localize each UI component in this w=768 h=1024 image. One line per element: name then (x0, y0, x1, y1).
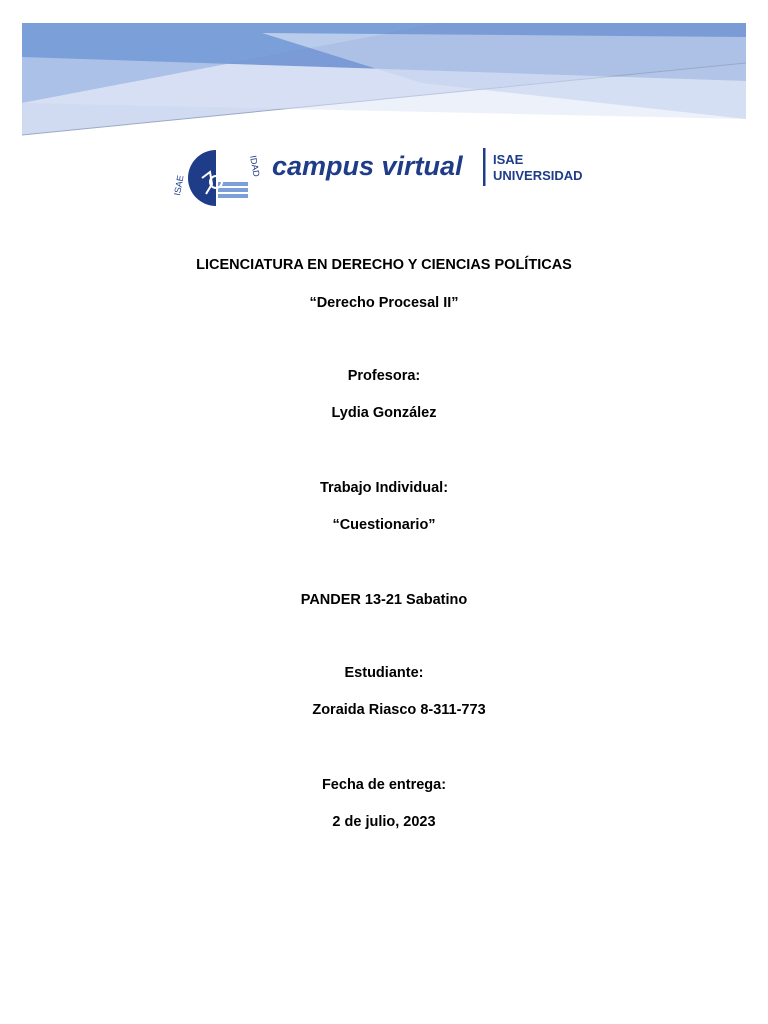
group-name: PANDER 13-21 Sabatino (300, 592, 468, 608)
header-banner (22, 23, 746, 140)
campus-virtual-logo (166, 144, 596, 210)
course-title: “Derecho Procesal II” (309, 295, 459, 311)
due-date: 2 de julio, 2023 (332, 814, 436, 830)
assignment-title: “Cuestionario” (332, 517, 436, 533)
isae-seal-icon (172, 150, 262, 206)
program-title: LICENCIATURA EN DERECHO Y CIENCIAS POLÍTICAS (196, 257, 572, 273)
professor-label: Profesora: (347, 368, 421, 384)
student-label: Estudiante: (344, 665, 424, 681)
campus-virtual-wordmark: campus virtual (272, 151, 463, 181)
professor-name: Lydia González (331, 405, 437, 421)
student-name: Zoraida Riasco 8-311-773 (312, 702, 486, 718)
org-name-line1: ISAE (493, 152, 524, 167)
svg-text:ISAE: ISAE (172, 174, 186, 197)
svg-text:IDAD: IDAD (248, 154, 262, 178)
org-name-line2: UNIVERSIDAD (493, 168, 583, 183)
assignment-label: Trabajo Individual: (319, 480, 449, 496)
due-date-label: Fecha de entrega: (321, 777, 447, 793)
